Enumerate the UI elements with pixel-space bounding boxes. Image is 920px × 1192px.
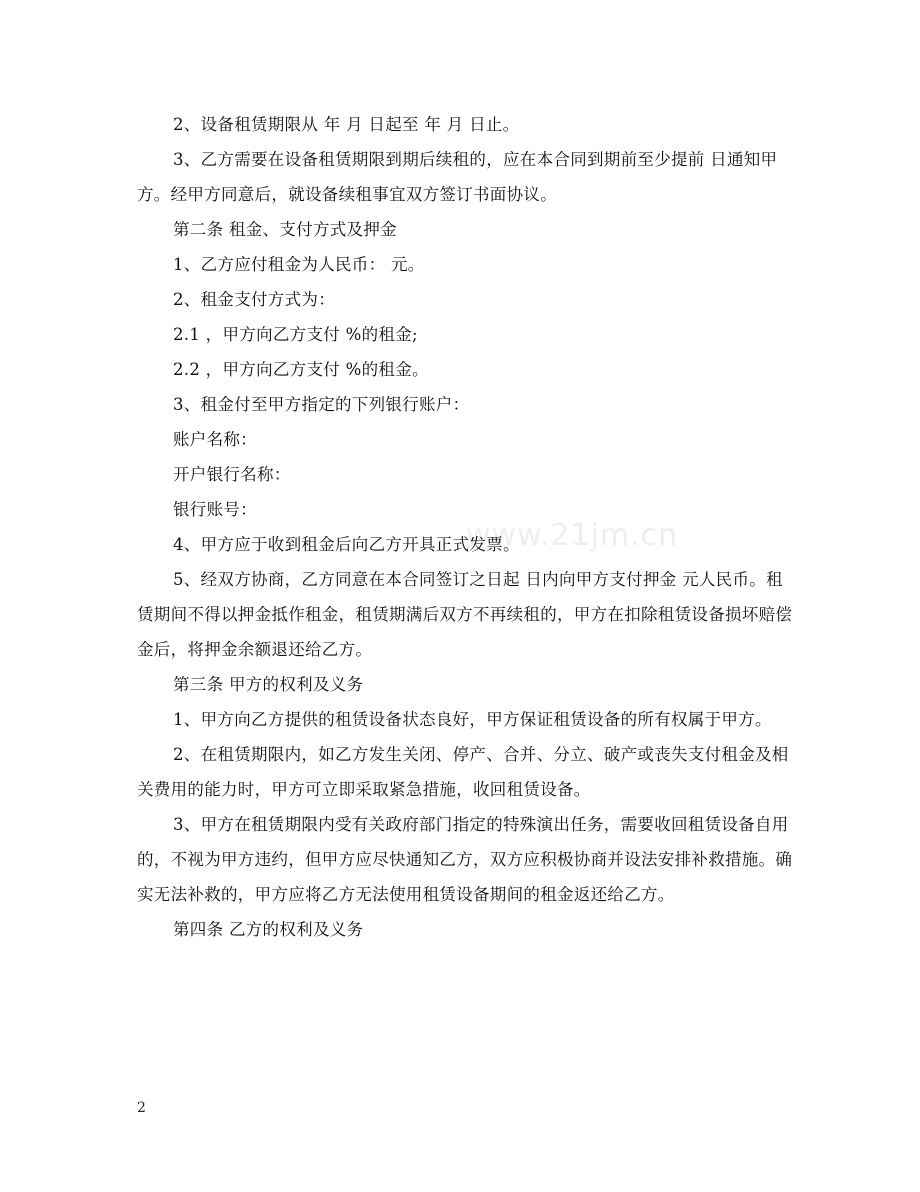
section-heading-4: 第四条 乙方的权利及义务 — [173, 920, 364, 939]
field-bank-name: 开户银行名称： — [173, 465, 291, 484]
paragraph-bank-account: 3、租金付至甲方指定的下列银行账户： — [173, 395, 470, 414]
field-account-name: 账户名称： — [173, 430, 257, 449]
paragraph-party-a-2: 2、在租赁期限内，如乙方发生关闭、停产、合并、分立、破产或丧失支付租金及相关费用的能力时，甲方可立即采取紧急措施，收回租赁设备。 — [137, 745, 789, 799]
page-number: 2 — [137, 1100, 146, 1116]
paragraph-rent-amount: 1、乙方应付租金为人民币： 元。 — [173, 255, 425, 274]
paragraph-payment-method: 2、租金支付方式为： — [173, 290, 335, 309]
paragraph-payment-2-1: 2.1 ，甲方向乙方支付 %的租金; — [173, 325, 418, 344]
paragraph-party-a-3: 3、甲方在租赁期限内受有关政府部门指定的特殊演出任务，需要收回租赁设备自用的，不视为甲方违约，但甲方应尽快通知乙方，双方应积极协商并设法安排补救措施。确实无法补救的，甲方应将乙方无法使用租赁设备期间的租金返还给乙方。 — [137, 815, 793, 904]
paragraph-lease-term: 2、设备租赁期限从 年 月 日起至 年 月 日止。 — [173, 115, 520, 134]
field-account-number: 银行账号： — [173, 500, 257, 519]
section-heading-2: 第二条 租金、支付方式及押金 — [173, 220, 397, 239]
paragraph-invoice: 4、甲方应于收到租金后向乙方开具正式发票。 — [173, 535, 520, 554]
watermark: www.21jm.cn — [466, 518, 679, 553]
section-heading-3: 第三条 甲方的权利及义务 — [173, 675, 364, 694]
paragraph-deposit: 5、经双方协商，乙方同意在本合同签订之日起 日内向甲方支付押金 元人民币。租赁期间不得以押金抵作租金，租赁期满后双方不再续租的，甲方在扣除租赁设备损坏赔偿金后，将押金余额退还给乙方。 — [137, 570, 793, 659]
document-body — [137, 107, 797, 947]
paragraph-party-a-1: 1、甲方向乙方提供的租赁设备状态良好，甲方保证租赁设备的所有权属于甲方。 — [173, 710, 772, 729]
paragraph-renewal: 3、乙方需要在设备租赁期限到期后续租的，应在本合同到期前至少提前 日通知甲方。经甲方同意后，就设备续租事宜双方签订书面协议。 — [137, 150, 778, 204]
paragraph-payment-2-2: 2.2 ，甲方向乙方支付 %的租金。 — [173, 360, 429, 379]
